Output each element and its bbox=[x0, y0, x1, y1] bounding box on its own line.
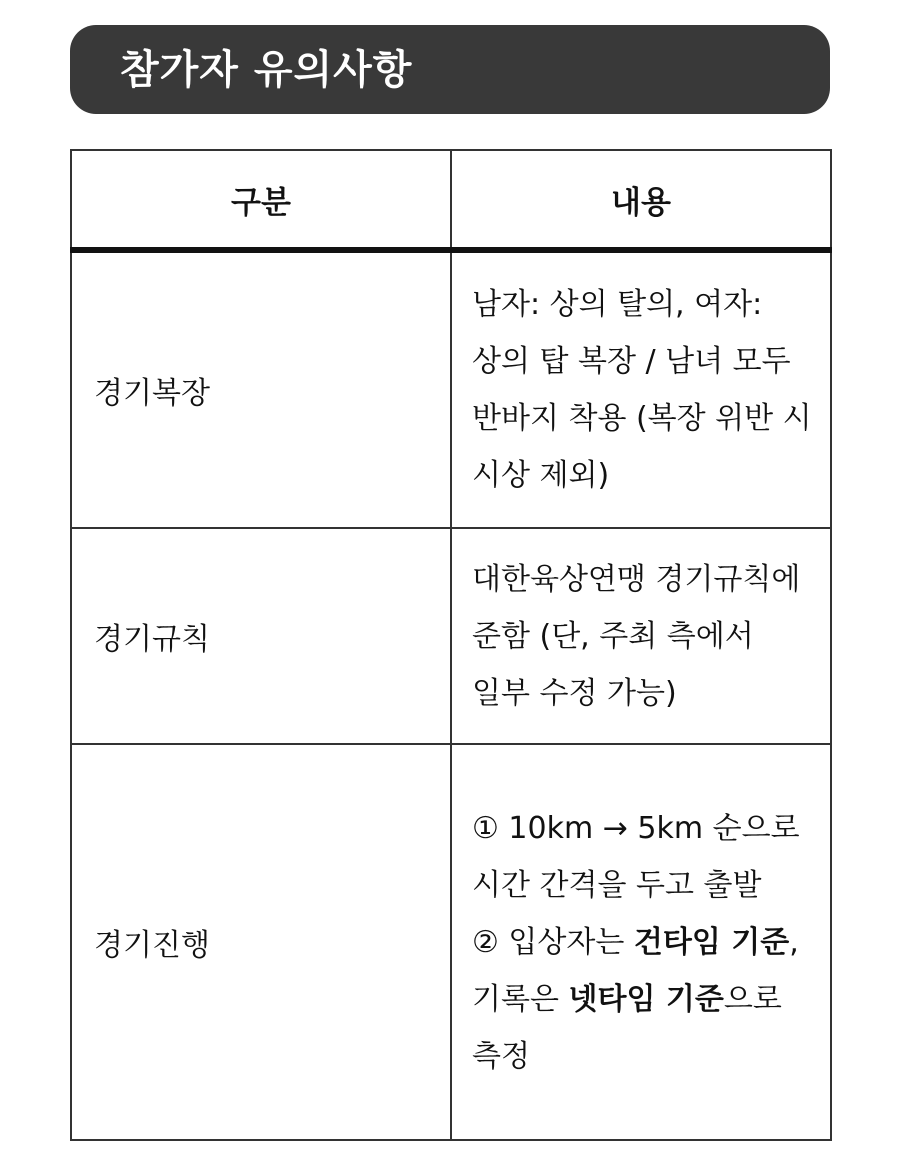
table-row bbox=[71, 250, 831, 528]
item2-bold-net-time: 넷타임 기준 bbox=[568, 981, 724, 1017]
row-content-progress bbox=[451, 744, 831, 1140]
item2-prefix: ② 입상자는 bbox=[472, 924, 634, 960]
table-header-row bbox=[71, 150, 831, 250]
notice-table bbox=[70, 149, 832, 1141]
table-row bbox=[71, 744, 831, 1140]
header-content: 내용 bbox=[451, 150, 831, 250]
table-row bbox=[71, 528, 831, 744]
row-content-rules bbox=[451, 528, 831, 744]
section-title-bar bbox=[70, 25, 830, 114]
row-label-dress-code: 경기복장 bbox=[71, 250, 451, 528]
row-content-dress-code bbox=[451, 250, 831, 528]
section-title: 참가자 유의사항 bbox=[120, 46, 413, 93]
row-label-progress: 경기진행 bbox=[71, 744, 451, 1140]
row-label-rules: 경기규칙 bbox=[71, 528, 451, 744]
item2-middle: , 기록은 bbox=[472, 924, 799, 1017]
content-text: 대한육상연맹 경기규칙에 준함 (단, 주최 측에서 일부 수정 가능) bbox=[472, 561, 801, 711]
content-text: 남자: 상의 탈의, 여자: 상의 탑 복장 / 남녀 모두 반바지 착용 (복장 위반 시 시상 제외) bbox=[472, 287, 812, 493]
item2-bold-gun-time: 건타임 기준 bbox=[633, 924, 790, 960]
content-item-2 bbox=[472, 914, 812, 1085]
header-category: 구분 bbox=[71, 150, 451, 250]
content-item-1: ① 10km → 5km 순으로 시간 간격을 두고 출발 bbox=[472, 810, 800, 903]
item2-suffix: 으로 측정 bbox=[472, 981, 782, 1074]
